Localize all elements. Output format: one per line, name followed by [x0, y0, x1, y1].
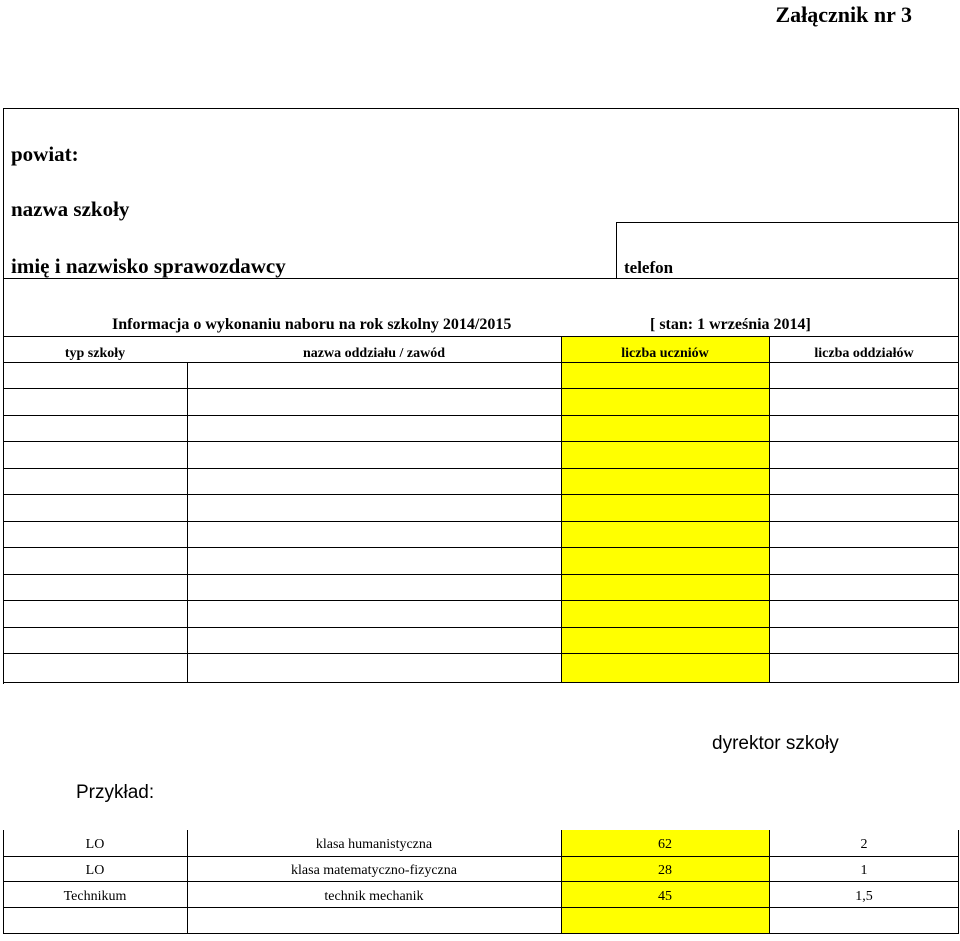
- info-title: Informacja o wykonaniu naboru na rok szkolny 2014/2015: [112, 316, 512, 333]
- example-cell-school-type: LO: [85, 863, 105, 878]
- example-cell-class-name: technik mechanik: [324, 889, 424, 904]
- director-signature-label: dyrektor szkoły: [712, 733, 839, 754]
- table-row: [3, 574, 959, 575]
- table-row: [3, 547, 959, 548]
- example-bottom-border: [3, 933, 959, 934]
- example-cell-students: 45: [658, 889, 672, 904]
- table-row: [3, 441, 959, 442]
- district-label: powiat:: [11, 142, 79, 166]
- annex-title: Załącznik nr 3: [775, 2, 912, 27]
- example-cell-students: 62: [658, 837, 672, 852]
- table-row: [3, 653, 959, 654]
- example-cell-classes: 1,5: [855, 889, 873, 904]
- phone-box-top: [616, 222, 959, 223]
- table-row: [3, 627, 959, 628]
- example-cell-classes: 1: [860, 863, 868, 878]
- column-divider: [561, 337, 562, 682]
- column-header-students: liczba uczniów: [621, 346, 709, 361]
- table-row: [3, 856, 959, 857]
- table-row: [3, 521, 959, 522]
- table-row: [3, 362, 959, 363]
- info-row-bottom: [3, 336, 959, 337]
- table-right-border: [958, 336, 959, 683]
- example-cell-class-name: klasa humanistyczna: [315, 837, 433, 852]
- table-bottom-border: [3, 682, 959, 683]
- column-header-school-type: typ szkoły: [64, 346, 126, 361]
- column-header-classes: liczba oddziałów: [814, 346, 914, 361]
- example-cell-classes: 2: [860, 837, 868, 852]
- table-row: [3, 494, 959, 495]
- example-cell-class-name: klasa matematyczno-fizyczna: [291, 863, 457, 878]
- reporter-row-bottom: [3, 278, 959, 279]
- school-name-label: nazwa szkoły: [11, 197, 130, 221]
- table-row: [3, 600, 959, 601]
- table-row: [3, 468, 959, 469]
- table-row: [3, 388, 959, 389]
- table-row: [3, 415, 959, 416]
- table-row: [3, 907, 959, 908]
- example-cell-school-type: LO: [85, 837, 105, 852]
- column-divider: [769, 337, 770, 682]
- reporter-name-label: imię i nazwisko sprawozdawcy: [11, 254, 286, 278]
- column-header-class-name: nazwa oddziału / zawód: [303, 346, 445, 361]
- example-cell-school-type: Technikum: [63, 889, 127, 904]
- column-divider: [187, 362, 188, 682]
- phone-box-divider: [616, 222, 617, 278]
- form-box: [3, 108, 959, 684]
- example-cell-students: 28: [658, 863, 672, 878]
- phone-label: telefon: [624, 258, 674, 277]
- table-row: [3, 881, 959, 882]
- info-status: [ stan: 1 września 2014]: [650, 316, 811, 333]
- example-label: Przykład:: [76, 782, 155, 803]
